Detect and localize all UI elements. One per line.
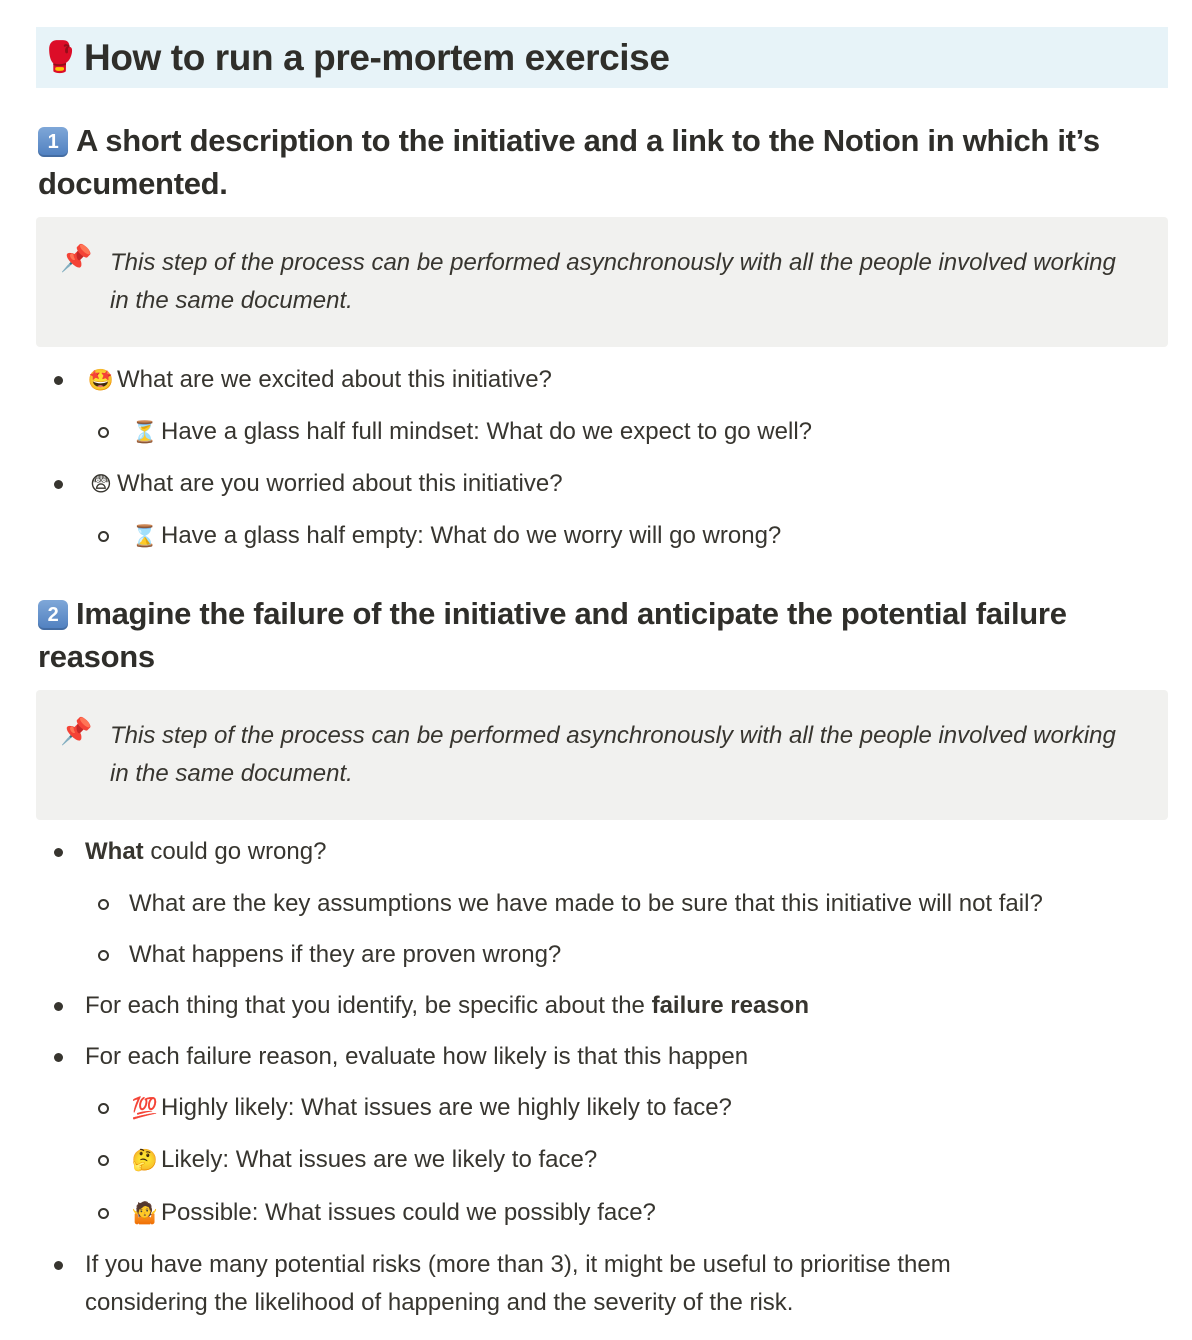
list-item-text: Have a glass half empty: What do we worry will go wrong?: [161, 522, 782, 549]
bullet-icon: [54, 848, 63, 857]
page-title: How to run a pre-mortem exercise: [84, 36, 670, 78]
pushpin-icon: 📌: [60, 243, 93, 273]
section-1-heading-text: A short description to the initiative and a link to the Notion in which it’s documented.: [38, 123, 1100, 201]
bullet-icon: [54, 1002, 63, 1011]
list-item-text: If you have many potential risks (more than 3), it might be useful to prioritise them: [85, 1251, 951, 1278]
circle-bullet-icon: [98, 531, 109, 542]
section-1-callout: [36, 217, 1168, 347]
list-item-text: What are you worried about this initiative?: [117, 470, 563, 497]
hundred-points-icon: 💯: [131, 1097, 159, 1120]
callout-text: This step of the process can be performed asynchronously with all the people involved working in the same document.: [110, 249, 1116, 314]
list-item-text: Likely: What issues are we likely to face?: [161, 1146, 598, 1173]
boxing-glove-icon: 🥊: [41, 40, 79, 74]
list-item-text: Possible: What issues could we possibly face?: [161, 1199, 656, 1226]
keycap-two-icon: 2: [38, 600, 68, 630]
person-shrugging-icon: 🤷: [131, 1202, 159, 1225]
list-item-text: Have a glass half full mindset: What do we expect to go well?: [161, 418, 812, 445]
callout-text: This step of the process can be performed asynchronously with all the people involved working in the same document.: [110, 722, 1116, 787]
circle-bullet-icon: [98, 1208, 109, 1219]
section-2-heading: [38, 592, 1158, 678]
bullet-icon: [54, 1261, 63, 1270]
list-item-text: For each thing that you identify, be specific about the: [85, 992, 652, 1019]
list-item-text: For each failure reason, evaluate how likely is that this happen: [85, 1043, 749, 1070]
pushpin-icon: 📌: [60, 716, 93, 746]
list-item-text: could go wrong?: [143, 838, 327, 865]
list-item-text: Highly likely: What issues are we highly likely to face?: [161, 1094, 732, 1121]
keycap-one-icon: 1: [38, 127, 68, 157]
hourglass-done-icon: ⌛: [131, 525, 159, 548]
bold-text: What: [85, 838, 144, 865]
circle-bullet-icon: [98, 1103, 109, 1114]
bullet-icon: [54, 480, 63, 489]
list-item-text: What are we excited about this initiative?: [117, 366, 552, 393]
hourglass-flowing-icon: ⏳: [131, 421, 159, 444]
section-1-heading: [38, 119, 1158, 205]
circle-bullet-icon: [98, 1155, 109, 1166]
list-item-text: considering the likelihood of happening and the severity of the risk.: [85, 1289, 794, 1316]
bullet-icon: [54, 376, 63, 385]
circle-bullet-icon: [98, 950, 109, 961]
section-2-heading-text: Imagine the failure of the initiative and anticipate the potential failure reasons: [38, 596, 1067, 674]
circle-bullet-icon: [98, 427, 109, 438]
list-item-text: What are the key assumptions we have made to be sure that this initiative will not fail?: [129, 890, 1043, 917]
star-struck-emoji-icon: 🤩: [87, 369, 115, 392]
circle-bullet-icon: [98, 899, 109, 910]
bullet-icon: [54, 1053, 63, 1062]
section-2-callout: [36, 690, 1168, 820]
page-title-callout: [36, 27, 1168, 88]
bold-text: failure reason: [651, 992, 809, 1019]
fearful-face-icon: 😨: [90, 473, 112, 496]
thinking-face-icon: 🤔: [131, 1149, 159, 1172]
list-item-text: What happens if they are proven wrong?: [129, 941, 562, 968]
